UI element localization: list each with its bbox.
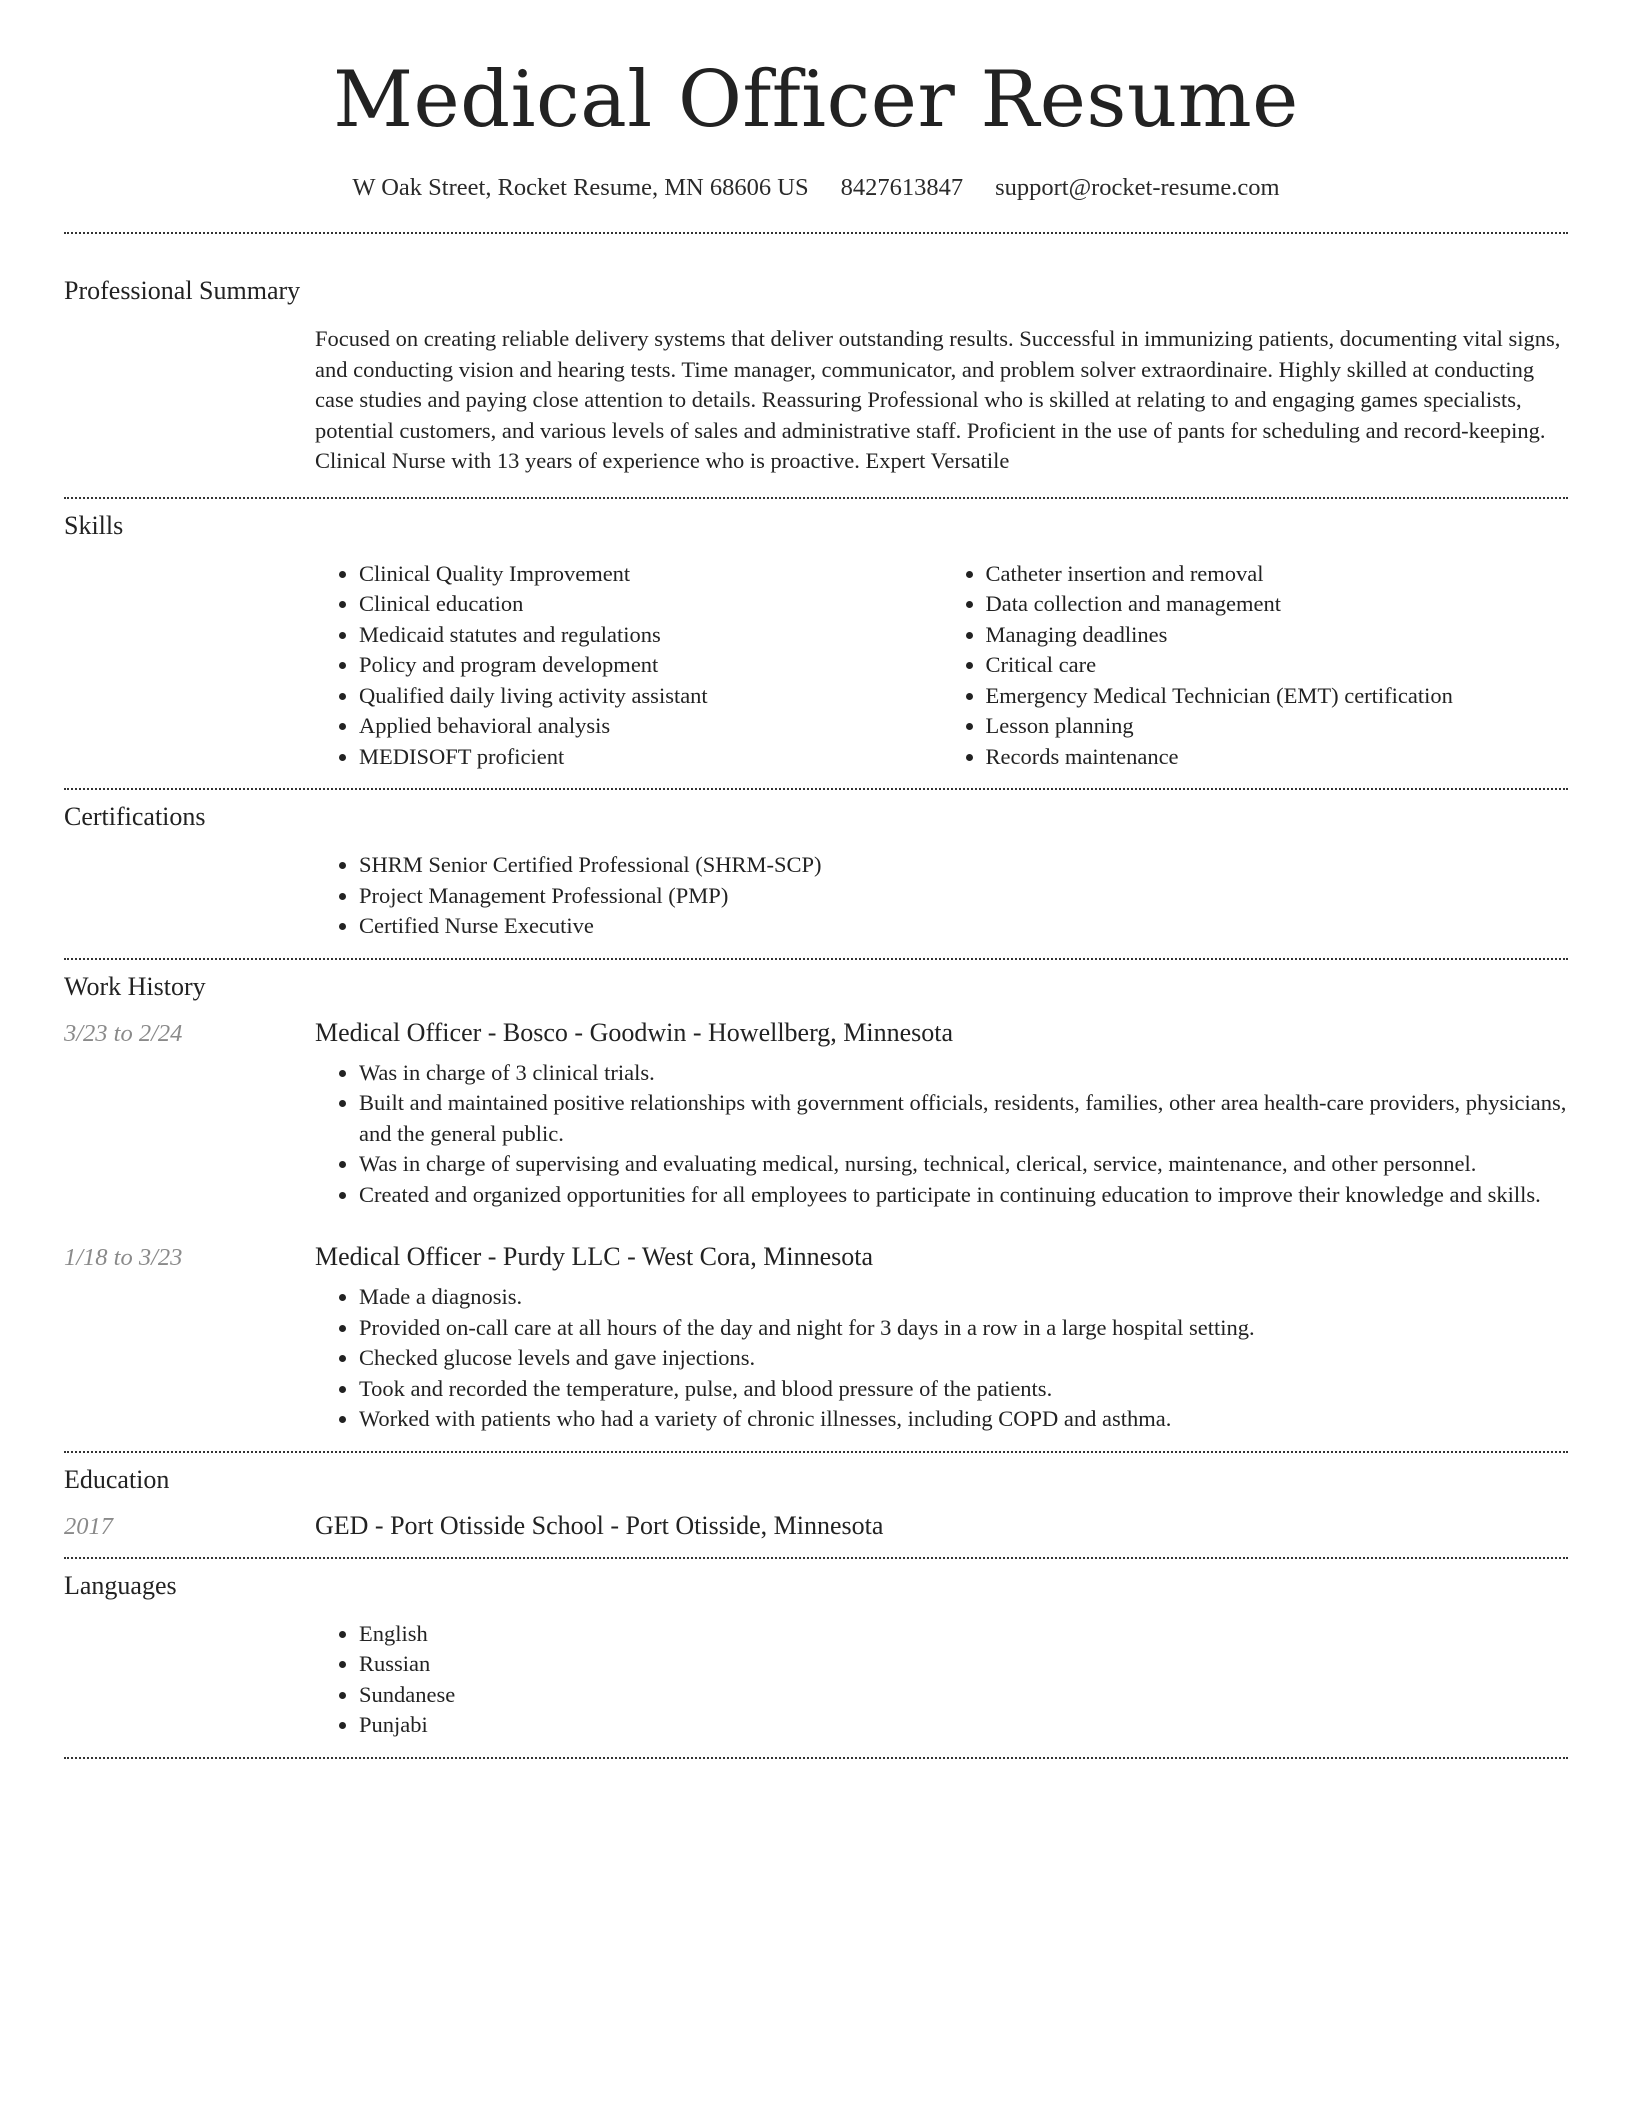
job-entry bbox=[64, 1018, 1568, 1211]
education-year: 2017 bbox=[64, 1512, 113, 1540]
list-item: • Policy and program development bbox=[359, 650, 942, 681]
list-item: • Applied behavioral analysis bbox=[359, 711, 942, 742]
languages-section bbox=[64, 1571, 1568, 1741]
education-section bbox=[64, 1465, 1568, 1541]
job-details bbox=[315, 1282, 1568, 1435]
job-title: Medical Officer - Purdy LLC - West Cora, Minnesota bbox=[315, 1242, 873, 1271]
list-item: • Medicaid statutes and regulations bbox=[359, 620, 942, 651]
job-bullets bbox=[315, 1282, 1568, 1435]
list-item: • Was in charge of supervising and evaluating medical, nursing, technical, clerical, service, maintenance, and other personnel. bbox=[359, 1149, 1568, 1180]
list-item: • Worked with patients who had a variety of chronic illnesses, including COPD and asthma. bbox=[359, 1404, 1568, 1435]
section-title-work: Work History bbox=[64, 971, 206, 1001]
divider bbox=[64, 958, 1568, 960]
skills-list-left bbox=[315, 559, 942, 773]
job-title: Medical Officer - Bosco - Goodwin - Howellberg, Minnesota bbox=[315, 1017, 954, 1047]
job-entry bbox=[64, 1242, 1568, 1435]
list-item: • Data collection and management bbox=[986, 589, 1569, 620]
resume-title: Medical Officer Resume bbox=[333, 55, 1299, 145]
list-item: • Russian bbox=[359, 1649, 1568, 1680]
list-item: • Lesson planning bbox=[986, 711, 1569, 742]
divider bbox=[64, 1451, 1568, 1453]
certifications-section bbox=[64, 802, 1568, 942]
divider bbox=[64, 497, 1568, 499]
contact-line bbox=[0, 174, 1632, 202]
languages-list bbox=[315, 1619, 1568, 1741]
section-title-education: Education bbox=[64, 1464, 170, 1494]
list-item: • Catheter insertion and removal bbox=[986, 559, 1569, 590]
divider bbox=[64, 1557, 1568, 1559]
education-entry bbox=[64, 1511, 1568, 1541]
list-item: • MEDISOFT proficient bbox=[359, 742, 942, 773]
divider bbox=[64, 1757, 1568, 1759]
list-item: • Provided on-call care at all hours of the day and night for 3 days in a row in a large hospital setting. bbox=[359, 1313, 1568, 1344]
resume-header bbox=[0, 0, 1632, 202]
list-item: • Emergency Medical Technician (EMT) certification bbox=[986, 681, 1569, 712]
list-item: • Made a diagnosis. bbox=[359, 1282, 1568, 1313]
list-item: • Sundanese bbox=[359, 1680, 1568, 1711]
job-bullets bbox=[315, 1058, 1568, 1211]
list-item: • Punjabi bbox=[359, 1710, 1568, 1741]
section-title-skills: Skills bbox=[64, 510, 124, 540]
section-title-certifications: Certifications bbox=[64, 802, 206, 831]
list-item: • Certified Nurse Executive bbox=[359, 911, 1568, 942]
skills-columns bbox=[315, 559, 1568, 773]
education-detail: GED - Port Otisside School - Port Otisside, Minnesota bbox=[315, 1510, 884, 1540]
summary-text: Focused on creating reliable delivery systems that deliver outstanding results. Successful in immunizing patients, documenting vital signs, and conducting vision and hearing tests. Time manager, communicator, and problem solver extraordinaire. Highly skilled at conducting case studies and paying close attention to details. Reassuring Professional who is skilled at relating to and engaging games specialists, potential customers, and various levels of sales and administrative staff. Proficient in the use of pants for scheduling and record-keeping. Clinical Nurse with 13 years of experience who is proactive. Expert Versatile bbox=[315, 326, 1561, 473]
list-item: • SHRM Senior Certified Professional (SHRM-SCP) bbox=[359, 850, 1568, 881]
list-item: • Took and recorded the temperature, pulse, and blood pressure of the patients. bbox=[359, 1374, 1568, 1405]
work-section bbox=[64, 972, 1568, 1435]
section-title-languages: Languages bbox=[64, 1570, 177, 1600]
certifications-content bbox=[315, 850, 1568, 942]
contact-address: W Oak Street, Rocket Resume, MN 68606 US bbox=[352, 174, 809, 201]
list-item: • Records maintenance bbox=[986, 742, 1569, 773]
list-item: • Created and organized opportunities for all employees to participate in continuing education to improve their knowledge and skills. bbox=[359, 1180, 1568, 1211]
divider bbox=[64, 788, 1568, 790]
divider bbox=[64, 232, 1568, 234]
job-header bbox=[64, 1242, 1568, 1272]
job-dates: 3/23 to 2/24 bbox=[64, 1019, 183, 1047]
job-details bbox=[315, 1058, 1568, 1211]
section-title-summary: Professional Summary bbox=[64, 276, 301, 305]
contact-phone: 8427613847 bbox=[840, 174, 964, 201]
list-item: • Clinical education bbox=[359, 589, 942, 620]
list-item: • Critical care bbox=[986, 650, 1569, 681]
list-item: • Qualified daily living activity assistant bbox=[359, 681, 942, 712]
list-item: • Project Management Professional (PMP) bbox=[359, 881, 1568, 912]
languages-content bbox=[315, 1619, 1568, 1741]
skills-section bbox=[64, 511, 1568, 773]
list-item: • Checked glucose levels and gave injections. bbox=[359, 1343, 1568, 1374]
job-dates: 1/18 to 3/23 bbox=[64, 1244, 183, 1271]
contact-email: support@rocket-resume.com bbox=[995, 174, 1280, 201]
skills-list-right bbox=[942, 559, 1569, 773]
list-item: • English bbox=[359, 1619, 1568, 1650]
list-item: • Managing deadlines bbox=[986, 620, 1569, 651]
list-item: • Was in charge of 3 clinical trials. bbox=[359, 1058, 1568, 1089]
list-item: • Clinical Quality Improvement bbox=[359, 559, 942, 590]
summary-section bbox=[64, 276, 1568, 477]
list-item: • Built and maintained positive relationships with government officials, residents, families, other area health-care providers, physicians, and the general public. bbox=[359, 1088, 1568, 1149]
certifications-list bbox=[315, 850, 1568, 942]
job-header bbox=[64, 1018, 1568, 1048]
